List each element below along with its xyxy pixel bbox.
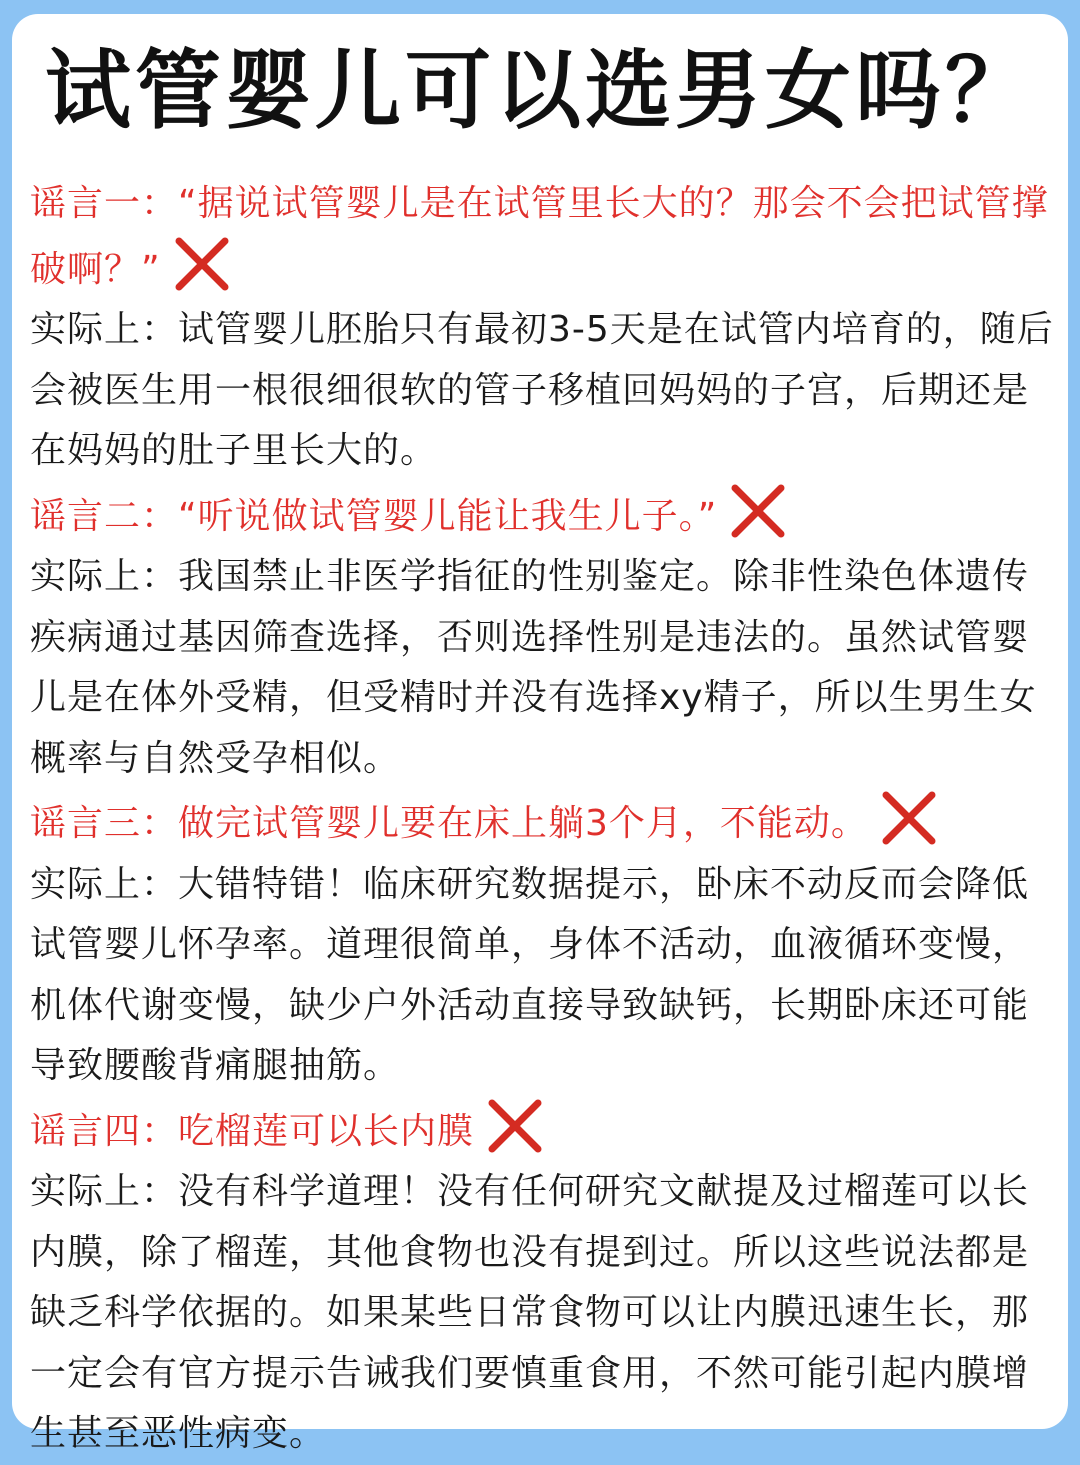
fact-2: 实际上：我国禁止非医学指征的性别鉴定。除非性染色体遗传疾病通过基因筛查选择，否则选择性别是违法的。虽然试管婴儿是在体外受精，但受精时并没有选择xy精子，所以生男生女概率与自然受孕相似。 xyxy=(30,556,1037,779)
rumor-4 xyxy=(30,1097,1054,1163)
x-mark-icon xyxy=(486,1097,544,1155)
x-mark-icon xyxy=(173,235,231,293)
rumor-3 xyxy=(30,789,1054,855)
rumor-2-text: 谣言二：“听说做试管婴儿能让我生儿子。” xyxy=(30,495,718,537)
fact-3: 实际上：大错特错！临床研究数据提示，卧床不动反而会降低试管婴儿怀孕率。道理很简单，身体不活动，血液循环变慢，机体代谢变慢，缺少户外活动直接导致缺钙，长期卧床还可能导致腰酸背痛腿抽筋。 xyxy=(30,863,1030,1086)
content-card xyxy=(12,14,1068,1454)
rumor-4-text: 谣言四：吃榴莲可以长内膜 xyxy=(30,1110,475,1152)
article-body xyxy=(30,174,1054,1465)
rumor-1 xyxy=(30,174,1054,300)
x-mark-icon xyxy=(880,789,938,847)
rumor-3-text: 谣言三：做完试管婴儿要在床上躺3个月，不能动。 xyxy=(30,803,868,844)
page-title: 试管婴儿可以选男女吗？ xyxy=(45,41,1035,141)
rumor-2 xyxy=(30,482,1054,548)
fact-4: 实际上：没有科学道理！没有任何研究文献提及过榴莲可以长内膜，除了榴莲，其他食物也没有提到过。所以这些说法都是缺乏科学依据的。如果某些日常食物可以让内膜迅速生长，那一定会有官方提示告诫我们要慎重食用，不然可能引起内膜增生甚至恶性病变。 xyxy=(30,1171,1030,1454)
rumor-1-text: 谣言一：“据说试管婴儿是在试管里长大的？那会不会把试管撑破啊？” xyxy=(30,183,1049,290)
fact-1: 实际上：试管婴儿胚胎只有最初3-5天是在试管内培育的，随后会被医生用一根很细很软的管子移植回妈妈的子宫，后期还是在妈妈的肚子里长大的。 xyxy=(30,309,1054,471)
x-mark-icon xyxy=(729,482,787,540)
